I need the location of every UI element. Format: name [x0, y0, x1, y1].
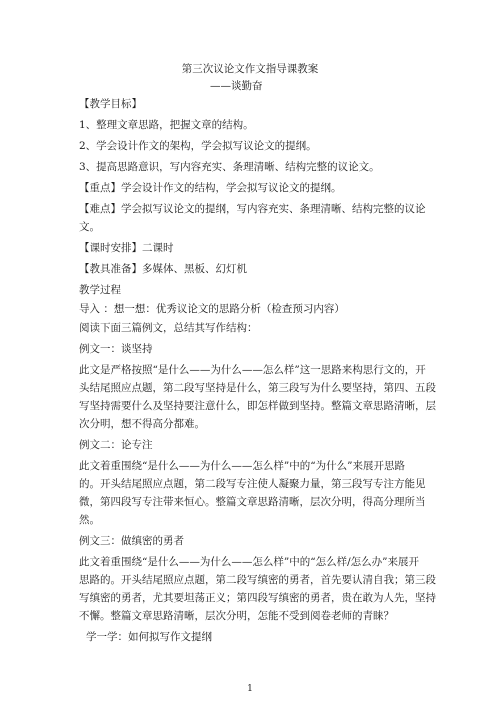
paragraph-line: 写坚持需要什么及坚持要注意什么，即怎样做到坚持。整篇文章思路清晰，层	[79, 400, 436, 412]
objective-item: 3、提高思路意识，写内容充实、条理清晰、结构完整的议论文。	[79, 161, 380, 173]
paragraph-line: 微，第四段写专注带来恒心。整篇文章思路清晰，层次分明，得高分理所当	[79, 496, 426, 508]
paragraph-line: 思路的。开头结尾照应点题，第二段写缜密的勇者，首先要认清自我；第三段	[79, 574, 436, 586]
intro-line: 导入 ：想一想：优秀议论文的思路分析（检查预习内容）	[79, 303, 345, 315]
learn-heading: 学一学：如何拟写作文提纲	[86, 631, 212, 643]
paragraph-line: 头结尾照应点题，第二段写坚持是什么，第三段写为什么要坚持，第四、五段	[79, 382, 436, 394]
process-heading: 教学过程	[79, 284, 121, 296]
schedule-line: 【课时安排】二课时	[79, 242, 174, 254]
paragraph-line: 的。开头结尾照应点题，第二段写专注使人凝聚力量，第三段写专注方能见	[79, 478, 426, 490]
page-number: 1	[247, 684, 253, 694]
paragraph-line: 此文着重围绕“是什么——为什么——怎么样”中的“为什么”来展开思路	[79, 460, 405, 472]
paragraph-line: 不懈。整篇文章思路清晰，层次分明，怎能不受到阅卷老师的青睐？	[79, 610, 394, 622]
document-subtitle: ——谈勤奋	[210, 80, 263, 92]
paragraph-line: 次分明，想不得高分都难。	[79, 418, 205, 430]
difficulty-line: 文。	[79, 221, 100, 233]
objective-item: 1、整理文章思路，把握文章的结构。	[79, 119, 254, 131]
example-heading: 例文二：论专注	[79, 439, 153, 451]
paragraph-line: 此文是严格按照“是什么——为什么——怎么样”这一思路来构思行文的，开	[79, 364, 426, 376]
difficulty-line: 【难点】学会拟写议论文的提纲，写内容充实、条理清晰、结构完整的议论	[79, 203, 426, 215]
paragraph-line: 此文着重围绕“是什么——为什么——怎么样”中的“怎么样/怎么办”来展开	[79, 556, 420, 568]
key-point-line: 【重点】学会设计作文的结构，学会拟写议论文的提纲。	[79, 182, 342, 194]
example-heading: 例文一：谈坚持	[79, 343, 153, 355]
paragraph-line: 写缜密的勇者，尤其要坦荡正义；第四段写缜密的勇者，贵在敢为人先，坚持	[79, 592, 436, 604]
section-heading-objectives: 【教学目标】	[79, 98, 142, 110]
document-title: 第三次议论文作文指导课教案	[181, 63, 319, 75]
instruction-line: 阅读下面三篇例文，总结其写作结构：	[79, 322, 258, 334]
paragraph-line: 然。	[79, 514, 100, 526]
example-heading: 例文三：做缜密的勇者	[79, 535, 184, 547]
teaching-aids-line: 【教具准备】多媒体、黑板、幻灯机	[79, 263, 247, 275]
objective-item: 2、学会设计作文的架构，学会拟写议论文的提纲。	[79, 140, 317, 152]
